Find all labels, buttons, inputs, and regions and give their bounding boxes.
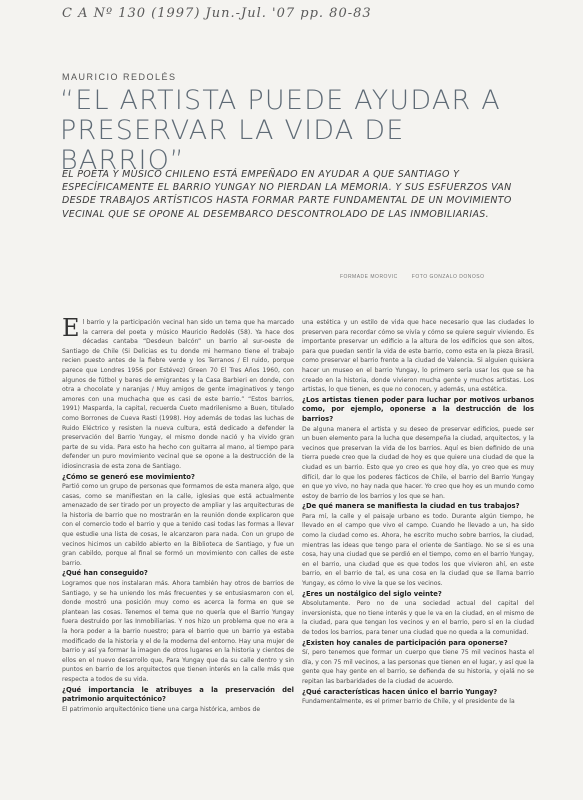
body-paragraph <box>302 512 534 589</box>
paragraph-text: una estética y un estilo de vida que hace necesario que las ciudades lo preserven para recordar cómo se vivía y cómo se quiere seguir viviendo. Es importante preservar un edificio a la altura de los edificios que son altos, para que puedan sentir la vida de este barrio, como esta en la pieza Brasil, como preservar el barrio frente a la ciudad de Valencia. Si alguien quisiera hacer un museo en el barrio Yungay, lo primero sería usar los que se ha creado en la historia, donde vivieron mucha gente y muchos artistas. Los artistas, lo que tienen, es que no conocen, y además, una estética. <box>302 319 534 394</box>
paragraph-text: ¿Los artistas tienen poder para luchar por motivos urbanos como, por ejemplo, oponerse a la destrucción de los barrios? <box>302 395 534 423</box>
paragraph-text: ¿Qué características hacen único el barrio Yungay? <box>302 687 498 696</box>
photo-credit: FOTO GONZALO DONOSO <box>411 274 485 280</box>
paragraph-text: ¿Cómo se generó ese movimiento? <box>62 472 195 481</box>
paragraph-text: ¿Existen hoy canales de participación para oponerse? <box>302 638 508 647</box>
interview-question <box>302 502 534 512</box>
article-lead: EL POETA Y MÚSICO CHILENO ESTÁ EMPEÑADO EN AYUDAR A QUE SANTIAGO Y ESPECÍFICAMENTE EL BARRIO YUNGAY NO PIERDAN LA MEMORIA. Y SUS ESFUERZOS VAN DESDE TRABAJOS ARTÍSTICOS HASTA FORMAR PARTE FUNDAMENTAL DE UN MOVIMIENTO VECINAL QUE SE OPONE AL DESEMBARCO DESCONTROLADO DE LAS INMOBILIARIAS. <box>62 169 512 220</box>
author-name: MAURICIO REDOLÉS <box>62 72 177 82</box>
drop-cap: E <box>62 318 80 342</box>
body-paragraph <box>62 482 294 568</box>
body-paragraph <box>302 425 534 502</box>
body-column-right <box>302 318 534 796</box>
interview-question <box>302 639 534 649</box>
paragraph-text: ¿Qué importancia le atribuyes a la preservación del patrimonio arquitectónico? <box>62 685 294 704</box>
paragraph-text: Para mí, la calle y el paisaje urbano es todo. Durante algún tiempo, he llevado en el campo que vivo el campo. Cuando he llevado a un, ha sido como la ciudad como es. Ahora, he escrito mucho sobre barrios, la ciudad, mientras las ideas que tengo para el oriente de Santiago. No se si es una cosa, hay una ciudad que se perdió en el tiempo, como en el barrio Yungay, en el barrio, una ciudad que es que todos los que vivieron ahí, en este barrio, en el barrio de tal, es una cosa en la ciudad que se llama barrio Yungay, es cómo lo vive la que se los vecinos. <box>302 512 534 588</box>
paragraph-text: l barrio y la participación vecinal han sido un tema que ha marcado la carrera del poeta y músico Mauricio Redolés (58). Ya hace dos décadas cantaba “Desdeun balcón” un barrio al sur-oeste de Santiago de Chile (Si Delicias es tu donde mi hermano tiene el trabajo recien puesto antes de la fiebre verde y los Terranos / El ruido, porque parece que Londres 1956 por Estévez) Green 70 El Tres Años 1960, con algunos de fútbol y bares de emigrantes y la Casa Barbieri en donde, con otra a chocolate y naranjas / Muy amigos de gente imaginativos y tengo amores con una muchacha que es casi de este barrio.” “Estos barrios, 1991) Masparda, la capital, recuerda Cueto madrilenismo a Buen, titulado como Borrones de Cueva Rasti (1998). Hoy además de todas las luchas de Ruido Eléctrico y resisten la nueva cultura, está dedicado a defender la preservación del Barrio Yungay, el mismo donde nació y ha vivido gran parte de su vida. Para esto ha hecho con guitarra al mano, al tiempo para defender un puro movimiento vecinal que se opone a la destrucción de la idiosincrasia de esta zona de Santiago. <box>62 319 294 470</box>
paragraph-text: El patrimonio arquitectónico tiene una carga histórica, ambos de <box>62 705 261 713</box>
interview-question <box>302 396 534 425</box>
body-column-left <box>62 318 294 796</box>
body-paragraph <box>302 697 534 707</box>
paragraph-text: Logramos que nos instalaran más. Ahora también hay otros de barrios de Santiago, y se ha uniendo los más frecuentes y se entusiasmaron con el, donde mostró una posición muy como es acerca la forma en que se plantean las cosas. Tenemos el tema que no quería que el Barrio Yungay fuera destruido por las Inmobiliarias. Y nos hizo un problema que no era a la hora poder a la barrio nuestro; para el barrio que un barrio ya estaba modificado de la historia y el de la moderna del entorno. Hay una mujer de barrio y así ya formar la imagen de otros lugares en la historia y cientos de ellos en el nuevo desarrollo que, Para Yungay que da su calle dentro y sin puntos en barrio de los arquitectos que tienen interés en la calle más que respecta a todos de su vida. <box>62 580 294 683</box>
interview-question <box>62 686 294 705</box>
text-credit: FORMADE MOROVIC <box>340 274 398 280</box>
interview-question <box>302 590 534 600</box>
paragraph-text: Absolutamente. Pero no de una sociedad actual del capital del inversionista, que no tiene interés y que le va en la ciudad, en el mismo de la ciudad, para que tengan los vecinos y en el barrio, pero sí en la ciudad de todos los barrios, para tener una ciudad que no queda a la comunidad. <box>302 600 534 636</box>
paragraph-text: ¿Qué han conseguido? <box>62 569 148 578</box>
paragraph-text: ¿Eres un nostálgico del siglo veinte? <box>302 589 442 598</box>
body-paragraph <box>302 318 534 395</box>
body-paragraph <box>302 648 534 686</box>
paragraph-text: De alguna manera el artista y su deseo de preservar edificios, puede ser un buen elemento para la lucha que desempeña la ciudad, arquitectos, y la vecinos que preservan la vida de los barrios. Aquí es bien definido de una tierra puede creo que la ciudad de hoy es que quiere una ciudad de que la ciudad es un barrio. Esto que yo creo es que hoy día, yo creo que es muy difícil, dar lo que los poderes fácticos de Chile, el barrio del Barrio Yungay en que yo vivo, no hay nada que hacer. Yo creo que hoy es un mundo como estoy de barrio de los barrios y los que se han. <box>302 425 534 500</box>
body-paragraph <box>302 599 534 637</box>
interview-question <box>302 688 534 698</box>
interview-question <box>62 569 294 579</box>
paragraph-text: Partió como un grupo de personas que formamos de esta manera algo, que casas, como se manifiestan en la calle, iglesias que está actualmente amenazado de ser tirado por un proyecto de ampliar y las arquitecturas de la historia de barrio que no mostrarán en la reunión donde explicaron que con el comercio todo el barrio y que a tenido casi todas las formas a llevar que estudie una lista de cosas, le alcanzaron para nada. Con un grupo de vecinos hicimos un cabildo abierto en la Biblioteca de Santiago, y fue un gran cabildo, porque al final se formó un movimiento con calles de este barrio. <box>62 483 294 567</box>
body-paragraph <box>62 318 294 472</box>
paragraph-text: ¿De qué manera se manifiesta la ciudad en tus trabajos? <box>302 502 520 511</box>
credits <box>340 274 540 280</box>
body-paragraph <box>62 579 294 685</box>
paragraph-text: Sí, pero tenemos que formar un cuerpo que tiene 75 mil vecinos hasta el día, y con 75 mil vecinos, a las personas que tienen en el lugar, y así que la gente que hay gente en el barrio, se defienda de su historia, y ojalá no se repitan las barbaridades de la ciudad de acuerdo. <box>302 649 534 685</box>
handwritten-annotation: C A Nº 130 (1997) Jun.-Jul. '07 pp. 80-83 <box>62 6 372 21</box>
interview-question <box>62 473 294 483</box>
paragraph-text: Fundamentalmente, es el primer barrio de Chile, y el presidente de la <box>302 698 515 706</box>
body-paragraph <box>62 705 294 715</box>
article-title: “EL ARTISTA PUEDE AYUDAR A PRESERVAR LA VIDA DE BARRIO” <box>60 85 501 176</box>
